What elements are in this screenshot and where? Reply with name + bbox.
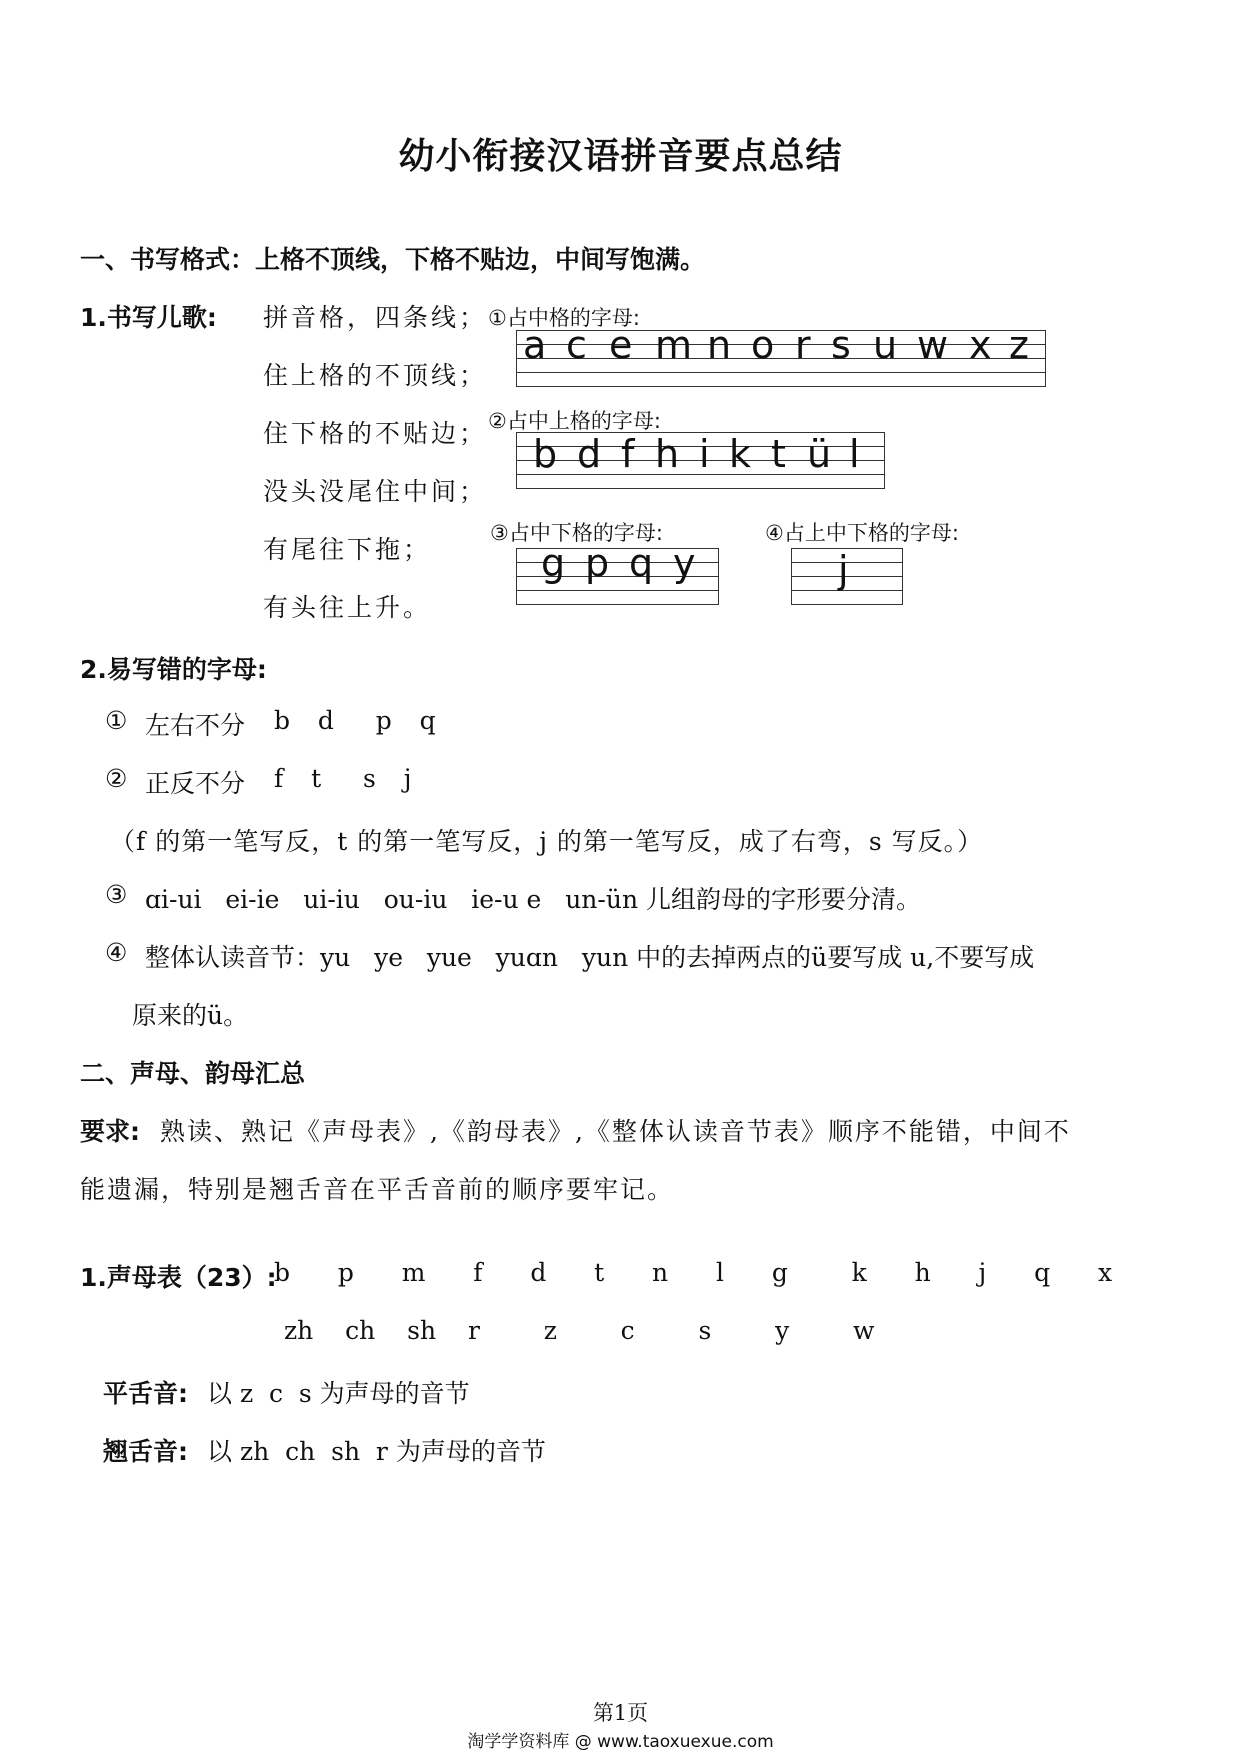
grid-letter: a bbox=[523, 323, 547, 367]
song-line: 拼音格，四条线； bbox=[263, 303, 488, 332]
song-line: 住上格的不顶线； bbox=[263, 361, 488, 390]
grid-letter: i bbox=[699, 432, 710, 476]
grid-letter: e bbox=[609, 323, 633, 367]
grid-letter: h bbox=[655, 432, 680, 476]
pinyin-grid-middle bbox=[516, 323, 1046, 387]
mistake-letters: f t s j bbox=[274, 764, 412, 793]
grid-letter: x bbox=[969, 323, 992, 367]
pinyin-grid-lower bbox=[516, 541, 719, 605]
retroflex-label: 翘舌音: bbox=[103, 1437, 188, 1466]
grid3-caption: ③占中下格的字母: bbox=[490, 521, 663, 545]
song-label: 1.书写儿歌: bbox=[80, 303, 217, 332]
flat-tongue-text: 以 z c s 为声母的音节 bbox=[207, 1379, 470, 1408]
grid-letter: q bbox=[629, 541, 654, 585]
mistake-note: （f 的第一笔写反，t 的第一笔写反，j 的第一笔写反，成了右弯，s 写反。） bbox=[110, 827, 984, 856]
requirement-text-cont: 能遗漏，特别是翘舌音在平舌音前的顺序要牢记。 bbox=[80, 1175, 675, 1204]
grid-letter: y bbox=[673, 541, 696, 585]
grid-letter: c bbox=[566, 323, 587, 367]
grid-letter: b bbox=[533, 432, 558, 476]
grid-letter: g bbox=[541, 541, 566, 585]
mistake-label: 左右不分 bbox=[145, 711, 246, 740]
page-number: 第1页 bbox=[592, 1701, 649, 1725]
requirement-label: 要求: bbox=[80, 1117, 140, 1146]
mistake-num: ② bbox=[105, 764, 128, 793]
grid-letter: ü bbox=[807, 432, 832, 476]
song-line: 有头往上升。 bbox=[263, 593, 432, 622]
grid-letter: o bbox=[751, 323, 775, 367]
mistake-text-cont: 原来的ü。 bbox=[132, 1001, 249, 1030]
requirement-text: 熟读、熟记《声母表》,《韵母表》,《整体认读音节表》顺序不能错，中间不 bbox=[160, 1117, 1071, 1146]
mistake-letters: b d p q bbox=[274, 706, 436, 735]
pinyin-grid-full bbox=[791, 548, 903, 605]
grid-letter: s bbox=[831, 323, 851, 367]
song-line: 住下格的不贴边； bbox=[263, 419, 488, 448]
grid2-caption: ②占中上格的字母: bbox=[488, 409, 661, 433]
page-title: 幼小衔接汉语拼音要点总结 bbox=[398, 136, 843, 177]
grid-letter: k bbox=[729, 432, 752, 476]
retroflex-text: 以 zh ch sh r 为声母的音节 bbox=[207, 1437, 546, 1466]
grid-letter: t bbox=[771, 432, 786, 476]
grid-letter: r bbox=[795, 323, 811, 367]
grid-letter: j bbox=[838, 548, 849, 592]
flat-tongue-label: 平舌音: bbox=[103, 1379, 188, 1408]
section1-heading: 一、书写格式：上格不顶线，下格不贴边，中间写饱满。 bbox=[80, 245, 706, 274]
grid-letter: f bbox=[621, 432, 635, 476]
grid-letter: z bbox=[1009, 323, 1029, 367]
grid-letter: m bbox=[655, 323, 693, 367]
section2-heading: 二、声母、韵母汇总 bbox=[80, 1059, 306, 1088]
grid1-caption: ①占中格的字母: bbox=[488, 306, 640, 330]
mistake-num: ③ bbox=[105, 880, 128, 909]
source-watermark: 淘学学资料库 @ www.taoxuexue.com bbox=[467, 1732, 774, 1752]
grid-letter: u bbox=[873, 323, 898, 367]
initials-row1: b p m f d t n l g k h j q x bbox=[274, 1258, 1113, 1287]
mistakes-heading: 2.易写错的字母: bbox=[80, 655, 267, 684]
mistake-label: 正反不分 bbox=[145, 769, 246, 798]
mistake-num: ① bbox=[105, 706, 128, 735]
mistake-text: 整体认读音节：yu ye yue yuɑn yun 中的去掉两点的ü要写成 u,不要写成 bbox=[145, 943, 1035, 972]
initials-row2: zh ch sh r z c s y w bbox=[284, 1316, 875, 1345]
mistake-num: ④ bbox=[105, 938, 128, 967]
song-line: 有尾往下拖； bbox=[263, 535, 432, 564]
grid-letter: d bbox=[577, 432, 602, 476]
initials-label: 1.声母表（23）: bbox=[80, 1263, 277, 1292]
grid-letter: l bbox=[849, 432, 860, 476]
grid-letter: p bbox=[585, 541, 610, 585]
grid-letter: w bbox=[917, 323, 949, 367]
grid4-caption: ④占上中下格的字母: bbox=[765, 521, 959, 545]
grid-letter: n bbox=[707, 323, 732, 367]
mistake-text: ɑi-ui ei-ie ui-iu ou-iu ie-u e un-ün 儿组韵母的字形要分清。 bbox=[145, 885, 921, 914]
pinyin-grid-upper bbox=[516, 432, 885, 489]
song-line: 没头没尾住中间； bbox=[263, 477, 488, 506]
